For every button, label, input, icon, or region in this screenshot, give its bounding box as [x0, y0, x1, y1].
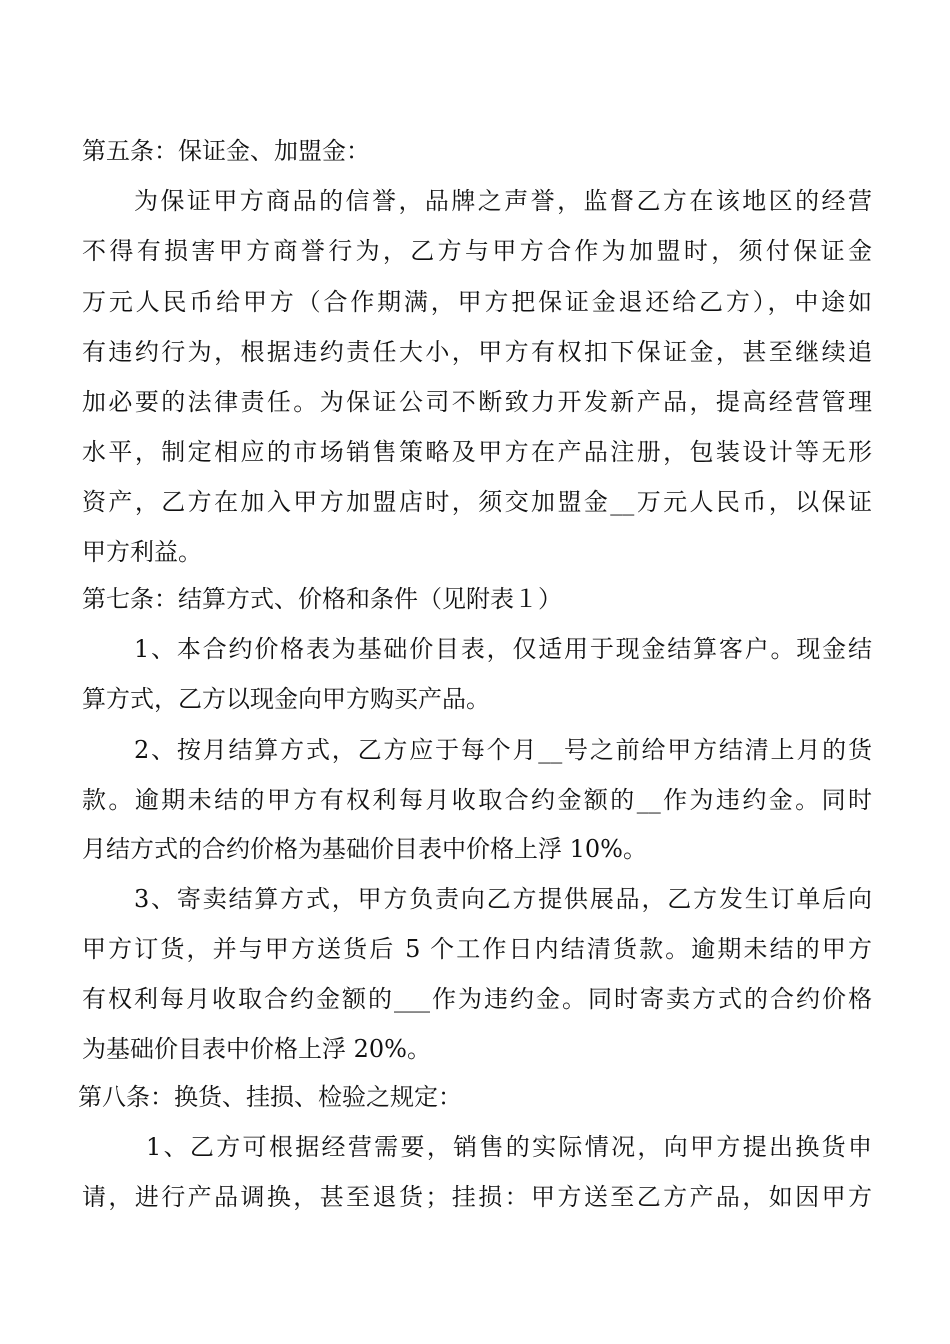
article-7-item-1-line: 1、本合约价格表为基础价目表，仅适用于现金结算客户。现金结 [134, 635, 872, 663]
article-8-heading: 第八条：换货、挂损、检验之规定： [78, 1083, 462, 1111]
article-5-line: 有违约行为，根据违约责任大小，甲方有权扣下保证金，甚至继续追 [82, 338, 872, 366]
article-5-line: 甲方利益。 [82, 538, 202, 566]
article-7-item-2-line: 款。逾期未结的甲方有权利每月收取合约金额的__作为违约金。同时 [82, 786, 872, 814]
article-7-item-2-line: 月结方式的合约价格为基础价目表中价格上浮 10%。 [82, 835, 647, 863]
article-7-heading: 第七条：结算方式、价格和条件（见附表１） [82, 585, 562, 613]
article-5-line: 加必要的法律责任。为保证公司不断致力开发新产品，提高经营管理 [82, 388, 872, 416]
article-7-item-3-line: 3、寄卖结算方式，甲方负责向乙方提供展品，乙方发生订单后向 [134, 885, 872, 913]
article-8-item-1-line: 1、乙方可根据经营需要，销售的实际情况，向甲方提出换货申 [146, 1133, 872, 1161]
article-5-heading: 第五条：保证金、加盟金： [82, 137, 370, 165]
article-5-line: 万元人民币给甲方（合作期满，甲方把保证金退还给乙方），中途如 [82, 288, 872, 316]
article-7-item-3-line: 为基础价目表中价格上浮 20%。 [82, 1035, 431, 1063]
article-5-line: 不得有损害甲方商誉行为，乙方与甲方合作为加盟时，须付保证金 [82, 237, 872, 265]
article-7-item-1-line: 算方式，乙方以现金向甲方购买产品。 [82, 685, 490, 713]
article-7-item-3-line: 甲方订货，并与甲方送货后 5 个工作日内结清货款。逾期未结的甲方 [82, 935, 872, 963]
article-7-item-2-line: 2、按月结算方式，乙方应于每个月__号之前给甲方结清上月的货 [134, 736, 872, 764]
article-8-item-1-line: 请，进行产品调换，甚至退货；挂损：甲方送至乙方产品，如因甲方 [82, 1183, 872, 1211]
article-5-line: 为保证甲方商品的信誉，品牌之声誉，监督乙方在该地区的经营 [134, 187, 872, 215]
article-5-line: 资产，乙方在加入甲方加盟店时，须交加盟金__万元人民币，以保证 [82, 488, 872, 516]
article-7-item-3-line: 有权利每月收取合约金额的___作为违约金。同时寄卖方式的合约价格 [82, 985, 872, 1013]
article-5-line: 水平，制定相应的市场销售策略及甲方在产品注册，包装设计等无形 [82, 438, 872, 466]
